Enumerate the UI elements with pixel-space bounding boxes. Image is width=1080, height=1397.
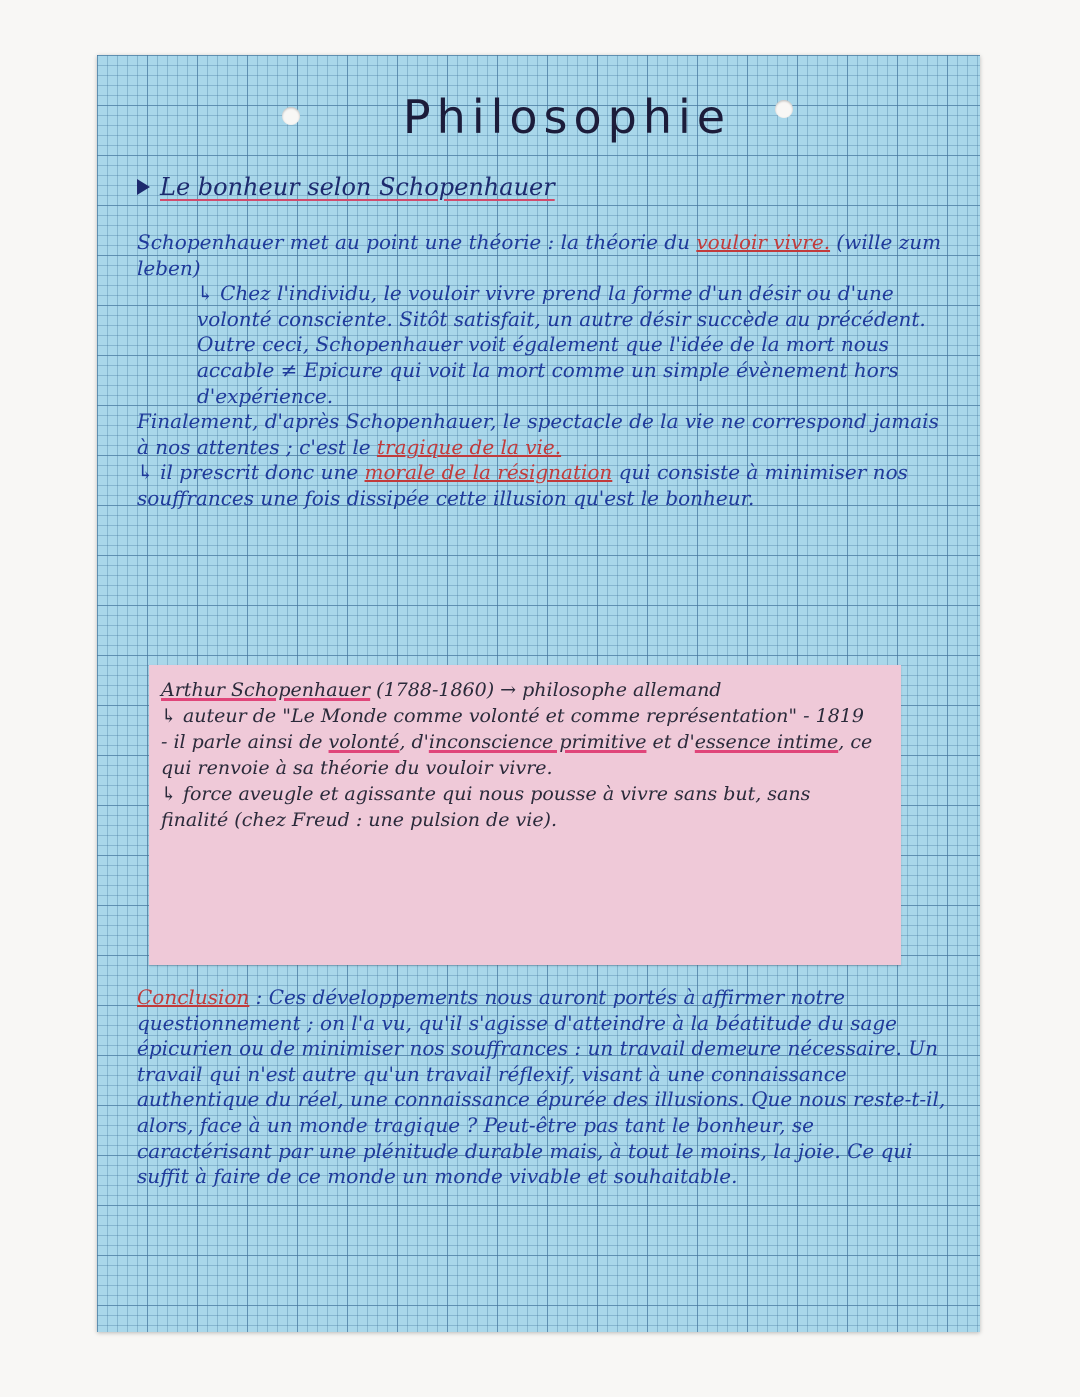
highlight-volonte: volonté — [328, 731, 400, 753]
biography-text — [161, 677, 881, 833]
biography-line-3 — [161, 729, 881, 781]
grid-paper-sheet — [97, 55, 980, 1332]
conclusion-text: : Ces développements nous auront portés à affirmer notre questionnement ; on l'a vu, qu'il s'agisse d'atteindre à la béatitude du sage épicurien ou de minimiser nos souffrances : un travail demeure nécessaire. Un travail qui n'est autre qu'un travail réflexif, visant à une connaissance authentique du réel, une connaissance épurée des illusions. Que nous reste-t-il, alors, face à un monde tragique ? Peut-être pas tant le bonheur, se caractérisant par une plénitude durable mais, à tout le moins, la joie. Ce qui suffit à faire de ce monde un monde vivable et souhaitable. — [137, 985, 946, 1189]
intro-paragraph-4 — [137, 460, 949, 511]
key-term-resignation: morale de la résignation — [364, 460, 613, 485]
key-term-tragique: tragique de la vie. — [376, 434, 562, 459]
key-term-vouloir-vivre: vouloir vivre. — [696, 230, 831, 254]
punch-hole-left — [282, 107, 300, 125]
section-title: Le bonheur selon Schopenhauer — [160, 173, 555, 201]
highlight-inconscience: inconscience primitive — [428, 731, 647, 753]
conclusion-label: Conclusion — [137, 985, 250, 1009]
intro-text: ↳ il prescrit donc une — [137, 460, 365, 485]
biography-text-part: , ce qui renvoie à sa théorie du vouloir vivre. — [161, 731, 873, 779]
intro-text: Finalement, d'après Schopenhauer, le spectacle de la vie ne correspond jamais à nos attentes ; c'est le — [137, 409, 939, 459]
biography-text-part: et d' — [646, 731, 695, 753]
biography-line-4: ↳ force aveugle et agissante qui nous pousse à vivre sans but, sans finalité (chez Freud : une pulsion de vie). — [161, 783, 811, 831]
page-title: Philosophie — [402, 90, 732, 144]
intro-text: (wille zum leben) — [137, 230, 942, 280]
biography-text-part: , d' — [399, 731, 429, 753]
highlight-essence: essence intime — [694, 731, 839, 753]
biography-dates: (1788-1860) → philosophe allemand — [370, 679, 722, 701]
biography-text-part: - il parle ainsi de — [161, 731, 329, 753]
conclusion-text-block — [137, 985, 949, 1190]
intro-text: Schopenhauer met au point une théorie : la théorie du — [137, 230, 697, 254]
author-name: Arthur Schopenhauer — [161, 679, 371, 701]
bullet-triangle-icon — [137, 179, 150, 195]
intro-paragraph-1 — [137, 230, 949, 281]
biography-sticky-note — [149, 665, 901, 965]
section-heading — [137, 173, 555, 201]
intro-paragraphs — [137, 230, 949, 512]
biography-line-2: ↳ auteur de "Le Monde comme volonté et comme représentation" - 1819 — [161, 705, 864, 727]
biography-line-1 — [161, 677, 881, 703]
conclusion-paragraph — [137, 985, 949, 1190]
intro-paragraph-3 — [137, 409, 949, 460]
intro-text: qui consiste à minimiser nos souffrances une fois dissipée cette illusion qu'est le bonheur. — [137, 460, 908, 510]
intro-paragraph-2: ↳ Chez l'individu, le vouloir vivre prend la forme d'un désir ou d'une volonté consciente. Sitôt satisfait, un autre désir succède au précédent. Outre ceci, Schopenhauer voit également que l'idée de la mort nous accable ≠ Epicure qui voit la mort comme un simple évènement hors d'expérience. — [197, 281, 926, 408]
